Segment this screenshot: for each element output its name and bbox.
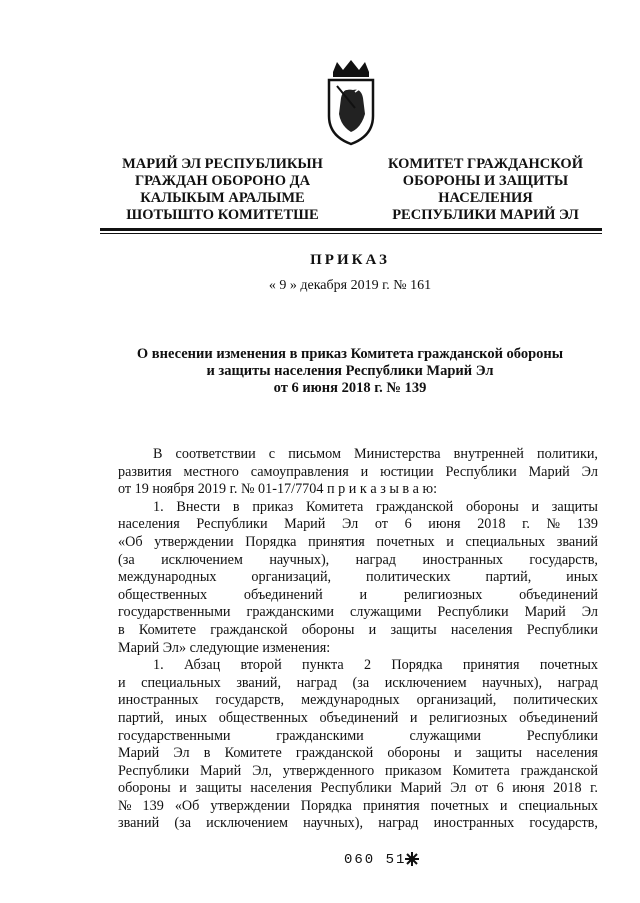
body-line [118,534,598,552]
body-word: (за [174,815,191,832]
header-divider [100,228,602,231]
body-word: (за [352,674,370,691]
body-line [118,763,598,781]
body-word: Комитете [224,745,282,762]
body-word: почетных [430,797,489,814]
body-word: В [153,446,163,462]
body-word: Марий [400,780,442,797]
body-word: иных [566,569,598,586]
header-left-block [105,156,340,224]
body-line [118,464,598,482]
body-line [118,640,598,658]
body-word: государственными [118,727,231,744]
body-word: исключением [161,551,243,568]
header-left-line: ШОТЫШТО КОМИТЕТШЕ [126,207,319,223]
body-word: принятия [462,657,520,674]
body-word: государств, [215,692,285,709]
body-line [118,675,598,693]
body-word: «Об [174,797,200,814]
header-divider-thin [100,233,602,234]
body-word: принятия [308,533,365,550]
body-line-text: Марий Эл» следующие изменения: [118,639,331,656]
body-line [118,499,598,517]
body-word: 2018 [477,516,506,533]
body-word: 139 [142,797,164,814]
body-word: политических [366,569,451,586]
body-word: партий, [118,709,164,726]
body-line [118,728,598,746]
body-word: Порядка [300,797,352,814]
body-word: гражданской [520,762,598,779]
subject-line: и защиты населения Республики Марий Эл [206,363,494,379]
body-word: письмом [288,446,341,462]
body-word: объединений [243,586,323,603]
header-right-block [368,156,603,224]
body-word: званий [556,533,598,550]
asterisk-mark-icon [404,851,420,867]
body-word: от [474,780,489,797]
body-word: религиозных [429,709,508,726]
body-line [118,569,598,587]
body-word: наград [557,674,598,691]
body-word: и [446,533,454,550]
body-word: 6 [496,780,504,797]
body-word: иностранных [118,692,199,709]
body-word: Республики [526,727,598,744]
body-word: специальных [518,797,598,814]
body-word: защиты [195,780,242,797]
body-word: утвержденного [282,762,375,779]
body-word: служащими [409,727,482,744]
body-word: партий, [485,569,532,586]
body-word: 2018 [553,780,582,797]
body-line [118,745,598,763]
body-word: специальных [465,533,546,550]
body-word: принятия [362,797,420,814]
body-word: населения [536,745,598,762]
body-word: приказом [385,762,442,779]
body-word: религиозных [403,586,483,603]
body-word: гражданской [210,621,288,638]
body-word: внутренней [453,446,524,462]
body-word: самоуправления [250,463,349,480]
body-word: Марий [524,604,566,621]
body-line [118,604,598,622]
body-word: и [359,586,368,603]
body-word: утверждении [154,533,234,550]
body-word: Республики [118,762,190,779]
body-word: № [118,797,132,814]
body-line [118,780,598,798]
body-word: обороны [466,498,519,515]
body-word: государственными [118,604,231,621]
body-word: Республики [196,516,268,533]
body-word: Республики [445,463,517,480]
body-word: юстиции [380,463,434,480]
body-word: наград [378,815,419,832]
body-word: и [368,621,377,638]
body-word: почетных [376,533,435,550]
order-date-number: « 9 » декабря 2019 г. № 161 [268,278,432,293]
body-line [118,710,598,728]
body-word: объединений [519,586,598,603]
body-word: 2 [363,657,372,674]
body-word: утверждении [210,797,290,814]
body-word: гражданскими [246,604,334,621]
body-word: 139 [576,516,598,533]
body-word: Марий [200,762,242,779]
header-right-line: НАСЕЛЕНИЯ [438,190,533,206]
body-word: иностранных [422,551,503,568]
body-word: организаций, [416,692,497,709]
body-word: обороны [387,745,441,762]
body-word: общественных [118,586,208,603]
body-line [118,815,598,833]
body-word: Марий [528,463,570,480]
body-word: объединений [519,709,598,726]
body-word: научных), [269,551,330,568]
body-word: развития [118,463,172,480]
body-line-text: от 19 ноября 2019 г. № 01-17/7704 п р и к а з ы в а ю: [118,481,438,498]
body-word: Марий [284,516,326,533]
body-word: Комитета [452,762,510,779]
body-word: и [118,674,126,691]
body-word: 1. [153,498,164,515]
body-word: населения [250,780,312,797]
header-right-line: КОМИТЕТ ГРАЖДАНСКОЙ [388,156,583,172]
body-line [118,481,598,499]
body-word: защиты [475,745,523,762]
document-body [118,446,598,833]
body-word: и [179,780,187,797]
body-word: Порядка [245,533,297,550]
body-word: иностранных [433,815,515,832]
body-word: Эл [341,516,359,533]
body-word: в [118,621,125,638]
body-line [118,622,598,640]
body-word: и [409,709,418,726]
body-word: политики, [536,446,598,462]
subject-line: от 6 июня 2018 г. № 139 [273,380,427,396]
body-word: Эл [450,780,467,797]
body-word: июня [428,516,461,533]
body-word: государств, [529,815,598,832]
body-line [118,552,598,570]
body-word: государств, [529,551,598,568]
body-word: в [203,745,211,762]
body-line [118,657,598,675]
body-word: и [499,797,508,814]
header-right-line: ОБОРОНЫ И ЗАЩИТЫ [402,173,569,189]
body-word: Эл [581,463,598,480]
body-word: гражданской [295,745,374,762]
body-word: от [374,516,388,533]
body-word: № [546,516,561,533]
body-word: международных [301,692,400,709]
body-word: международных [118,569,217,586]
body-word: почетных [539,657,598,674]
body-word: специальных [141,674,221,691]
body-word: Министерства [354,446,441,462]
body-word: 6 [404,516,412,533]
body-word: иных [175,709,208,726]
body-word: г. [522,516,530,533]
body-word: наград [296,674,337,691]
body-word: званий [118,815,160,832]
body-word: населения [118,516,180,533]
body-word: приказ [252,498,294,515]
body-word: соответствии [175,446,256,462]
body-word: и [360,463,369,480]
body-word: Комитета [305,498,364,515]
body-word: с [268,446,276,462]
body-word: и [454,745,462,762]
body-word: населения [450,621,513,638]
body-word: обороны [118,780,171,797]
body-word: исключением [206,815,288,832]
body-word: обороны [301,621,355,638]
body-word: Порядка [391,657,443,674]
body-word: объединений [319,709,399,726]
document-title: ПРИКАЗ [310,252,390,268]
body-word: (за [118,551,135,568]
body-word: Эл, [252,762,272,779]
body-word: Республики [437,604,509,621]
body-word: г. [590,780,598,797]
body-word: организаций, [251,569,332,586]
body-word: 1. [153,657,164,674]
body-word: «Об [118,533,143,550]
body-word: защиты [390,621,437,638]
body-word: наград [355,551,396,568]
body-word: служащими [349,604,422,621]
body-line [118,516,598,534]
body-word: научных), [303,815,364,832]
footer-stamp-number: 060 51 [344,852,407,868]
header-left-line: КАЛЫКЫМ АРАЛЫМЕ [140,190,305,206]
order-subject [0,346,640,397]
body-word: Абзац [183,657,221,674]
body-word: общественных [218,709,308,726]
body-line [118,446,598,464]
body-word: в [232,498,240,515]
body-word: Эл [581,604,598,621]
body-word: Внести [176,498,221,515]
coat-of-arms-emblem [325,58,377,148]
body-line [118,587,598,605]
body-word: и [531,498,540,515]
subject-line: О внесении изменения в приказ Комитета гражданской обороны [136,346,564,362]
body-line [118,798,598,816]
header-right-line: РЕСПУБЛИКИ МАРИЙ ЭЛ [392,207,579,223]
body-word: местного [183,463,239,480]
body-word: июня [512,780,545,797]
body-word: Марий [118,745,160,762]
body-word: гражданской [376,498,454,515]
body-word: научных), [482,674,543,691]
body-word: Республики [320,780,392,797]
body-line [118,692,598,710]
body-word: Комитете [138,621,197,638]
header-left-line: МАРИЙ ЭЛ РЕСПУБЛИКЫН [122,156,323,172]
body-word: гражданскими [276,727,364,744]
body-word: Эл [173,745,190,762]
body-word: званий, [236,674,282,691]
body-word: исключением [384,674,467,691]
header-left-line: ГРАЖДАН ОБОРОНО ДА [134,173,311,189]
body-word: Республики [526,621,598,638]
body-word: второй [240,657,282,674]
body-word: защиты [551,498,598,515]
body-word: политических [513,692,598,709]
body-word: пункта [302,657,344,674]
